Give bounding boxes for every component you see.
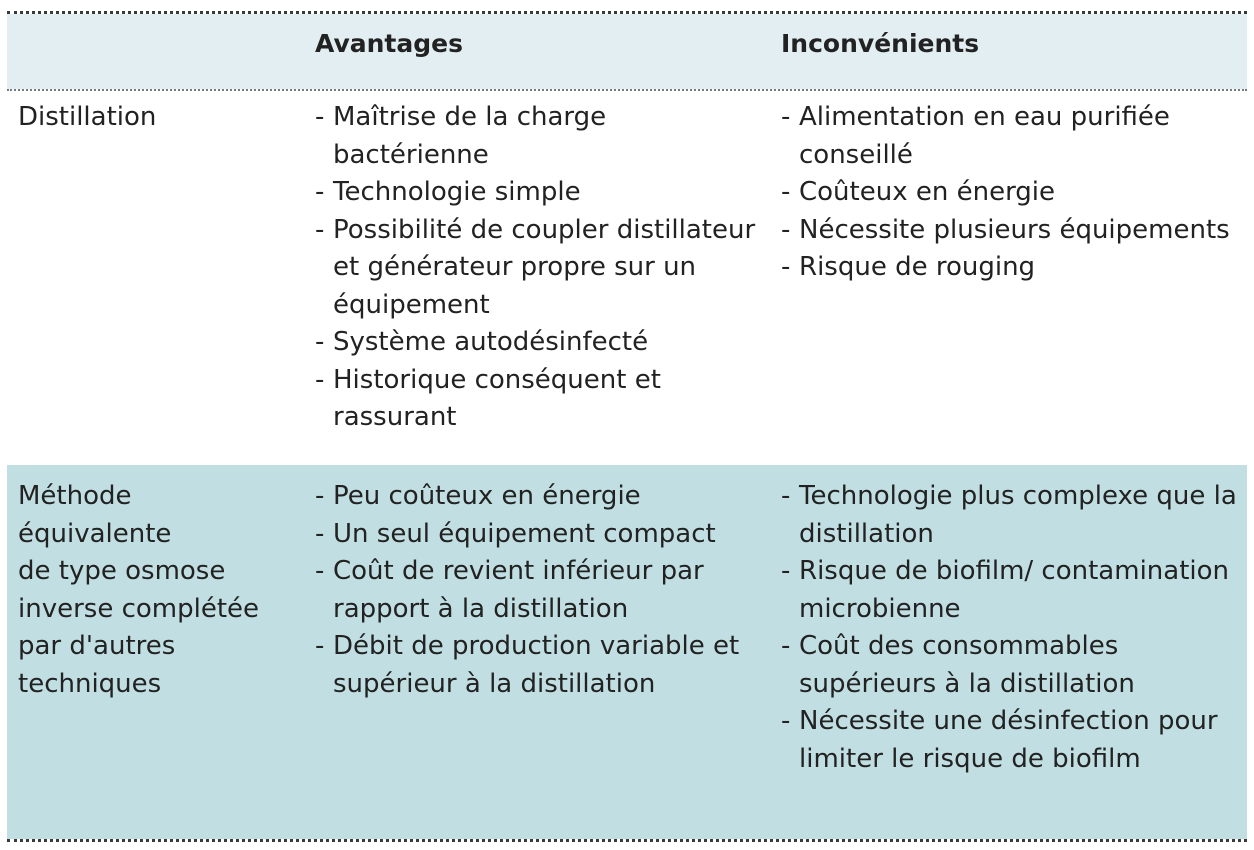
method-line: inverse complétée (18, 593, 260, 624)
header-avantages: Avantages (315, 29, 463, 58)
method-line: par d'autres (18, 631, 176, 661)
list-item: - Coût des consommables supérieurs à la distillation (781, 631, 1135, 699)
method-line: Distillation (18, 102, 157, 132)
method-line: équivalente (18, 518, 172, 549)
avantages-cell (315, 99, 770, 437)
list-item: - Possibilité de coupler distillateur et générateur propre sur un équipement (315, 214, 756, 320)
method-cell (18, 99, 298, 137)
list-item: - Risque de rouging (781, 252, 1036, 282)
avantages-list (315, 99, 770, 437)
table-header-row (7, 14, 1247, 89)
list-item: - Coût de revient inférieur par rapport à la distillation (315, 556, 704, 624)
list-item: - Peu coûteux en énergie (315, 481, 641, 511)
list-item: - Système autodésinfecté (315, 327, 649, 357)
inconvenients-cell (781, 478, 1243, 778)
list-item: - Alimentation en eau purifiée conseillé (781, 102, 1170, 170)
inconvenients-list (781, 478, 1243, 778)
list-item: - Un seul équipement compact (315, 518, 716, 549)
avantages-list (315, 478, 770, 703)
method-line: Méthode (18, 481, 132, 511)
list-item: - Technologie simple (315, 177, 581, 207)
inconvenients-list (781, 99, 1243, 287)
avantages-cell (315, 478, 770, 703)
list-item: - Coûteux en énergie (781, 177, 1056, 207)
method-line: de type osmose (18, 556, 226, 586)
list-item: - Technologie plus complexe que la distillation (781, 481, 1237, 549)
list-item: - Maîtrise de la charge bactérienne (315, 102, 607, 170)
list-item: - Débit de production variable et supérieur à la distillation (315, 631, 740, 699)
list-item: - Risque de biofilm/ contamination microbienne (781, 556, 1230, 624)
table-row-distillation (7, 91, 1247, 465)
comparison-table (7, 11, 1247, 842)
bottom-dotted-border (7, 839, 1247, 842)
list-item: - Historique conséquent et rassurant (315, 364, 661, 432)
list-item: - Nécessite une désinfection pour limiter le risque de biofilm (781, 706, 1218, 774)
header-inconvenients: Inconvénients (781, 29, 980, 58)
inconvenients-cell (781, 99, 1243, 287)
method-cell (18, 478, 298, 703)
method-line: techniques (18, 668, 162, 699)
list-item: - Nécessite plusieurs équipements (781, 214, 1230, 245)
table-row-osmose (7, 465, 1247, 839)
